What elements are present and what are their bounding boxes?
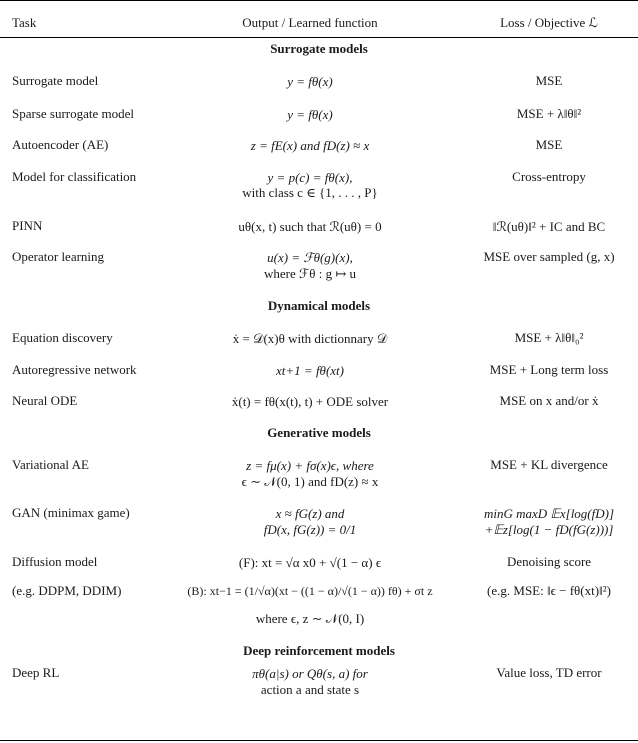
output-diffusion-backward: (B): xt−1 = (1/√α)(xt − ((1 − α)/√(1 − α)) fθ) + σt z xyxy=(187,584,433,598)
loss-deep-rl: Value loss, TD error xyxy=(496,665,602,680)
loss-surrogate-model: MSE xyxy=(535,73,563,88)
task-classification: Model for classification xyxy=(12,169,137,184)
task-pinn: PINN xyxy=(12,218,43,233)
output-operator-2: where ℱθ : g ↦ u xyxy=(264,266,356,281)
task-neural-ode: Neural ODE xyxy=(12,393,78,408)
task-sparse-surrogate: Sparse surrogate model xyxy=(12,106,135,121)
task-surrogate-model: Surrogate model xyxy=(12,73,99,88)
section-generative: Generative models xyxy=(267,425,371,440)
header-rule xyxy=(0,37,638,38)
output-deep-rl-1: πθ(a|s) or Qθ(s, a) for xyxy=(252,666,368,681)
task-equation-discovery: Equation discovery xyxy=(12,330,113,345)
loss-operator: MSE over sampled (g, x) xyxy=(483,249,615,264)
header-task: Task xyxy=(12,15,37,30)
output-deep-rl-2: action a and state s xyxy=(260,682,360,697)
output-autoregressive: xt+1 = fθ(xt) xyxy=(276,363,344,378)
output-sparse-surrogate: y = fθ(x) xyxy=(287,107,333,122)
loss-gan-1: minG maxD 𝔼x[log(fD)] xyxy=(483,506,615,521)
output-pinn: uθ(x, t) such that ℛ(uθ) = 0 xyxy=(238,219,382,234)
task-gan: GAN (minimax game) xyxy=(12,505,130,520)
loss-vae: MSE + KL divergence xyxy=(490,457,608,472)
output-equation-discovery: ẋ = 𝒟(x)θ with dictionnary 𝒟 xyxy=(232,331,388,346)
loss-pinn: ‖ℛ(uθ)‖² + IC and BC xyxy=(492,219,606,234)
output-classification-2: with class c ∈ {1, . . . , P} xyxy=(242,185,378,200)
task-autoencoder: Autoencoder (AE) xyxy=(12,137,109,152)
output-surrogate-model: y = fθ(x) xyxy=(287,74,333,89)
output-diffusion-forward: (F): xt = √α x0 + √(1 − α) ϵ xyxy=(238,555,382,570)
section-rl: Deep reinforcement models xyxy=(243,643,395,658)
loss-classification: Cross-entropy xyxy=(512,169,586,184)
task-diffusion: Diffusion model xyxy=(12,554,98,569)
loss-diffusion-1: Denoising score xyxy=(506,554,592,569)
output-operator-1: u(x) = ℱθ(g)(x), xyxy=(267,250,353,265)
section-surrogate: Surrogate models xyxy=(270,41,368,56)
loss-sparse-surrogate: MSE + λ‖θ‖² xyxy=(516,106,582,121)
task-operator: Operator learning xyxy=(12,249,105,264)
output-classification-1: y = p(c) = fθ(x), xyxy=(267,170,353,185)
loss-autoregressive: MSE + Long term loss xyxy=(489,362,609,377)
bottom-rule xyxy=(0,740,638,741)
section-dynamical: Dynamical models xyxy=(267,298,371,313)
output-vae-1: z = fμ(x) + fσ(x)ϵ, where xyxy=(246,458,374,473)
task-deep-rl: Deep RL xyxy=(12,665,60,680)
loss-diffusion-2: (e.g. MSE: ‖ϵ − fθ(xt)‖²) xyxy=(487,583,611,598)
header-output: Output / Learned function xyxy=(242,15,378,30)
output-diffusion-noise: where ϵ, z ∼ 𝒩(0, I) xyxy=(255,611,365,626)
task-autoregressive: Autoregressive network xyxy=(12,362,137,377)
task-diffusion-examples: (e.g. DDPM, DDIM) xyxy=(12,583,122,598)
loss-gan-2: +𝔼z[log(1 − fD(fG(z)))] xyxy=(484,522,614,537)
loss-equation-discovery: MSE + λ‖θ‖₀² xyxy=(514,330,584,345)
loss-neural-ode: MSE on x and/or ẋ xyxy=(499,393,599,408)
output-vae-2: ϵ ∼ 𝒩(0, 1) and fD(z) ≈ x xyxy=(241,474,379,489)
task-vae: Variational AE xyxy=(12,457,89,472)
loss-autoencoder: MSE xyxy=(535,137,563,152)
output-neural-ode: ẋ(t) = fθ(x(t), t) + ODE solver xyxy=(231,394,389,409)
output-autoencoder: z = fE(x) and fD(z) ≈ x xyxy=(250,138,370,153)
header-loss: Loss / Objective ℒ xyxy=(500,15,598,30)
output-gan-2: fD(x, fG(z)) = 0/1 xyxy=(263,522,357,537)
top-rule xyxy=(0,0,638,1)
output-gan-1: x ≈ fG(z) and xyxy=(275,506,345,521)
